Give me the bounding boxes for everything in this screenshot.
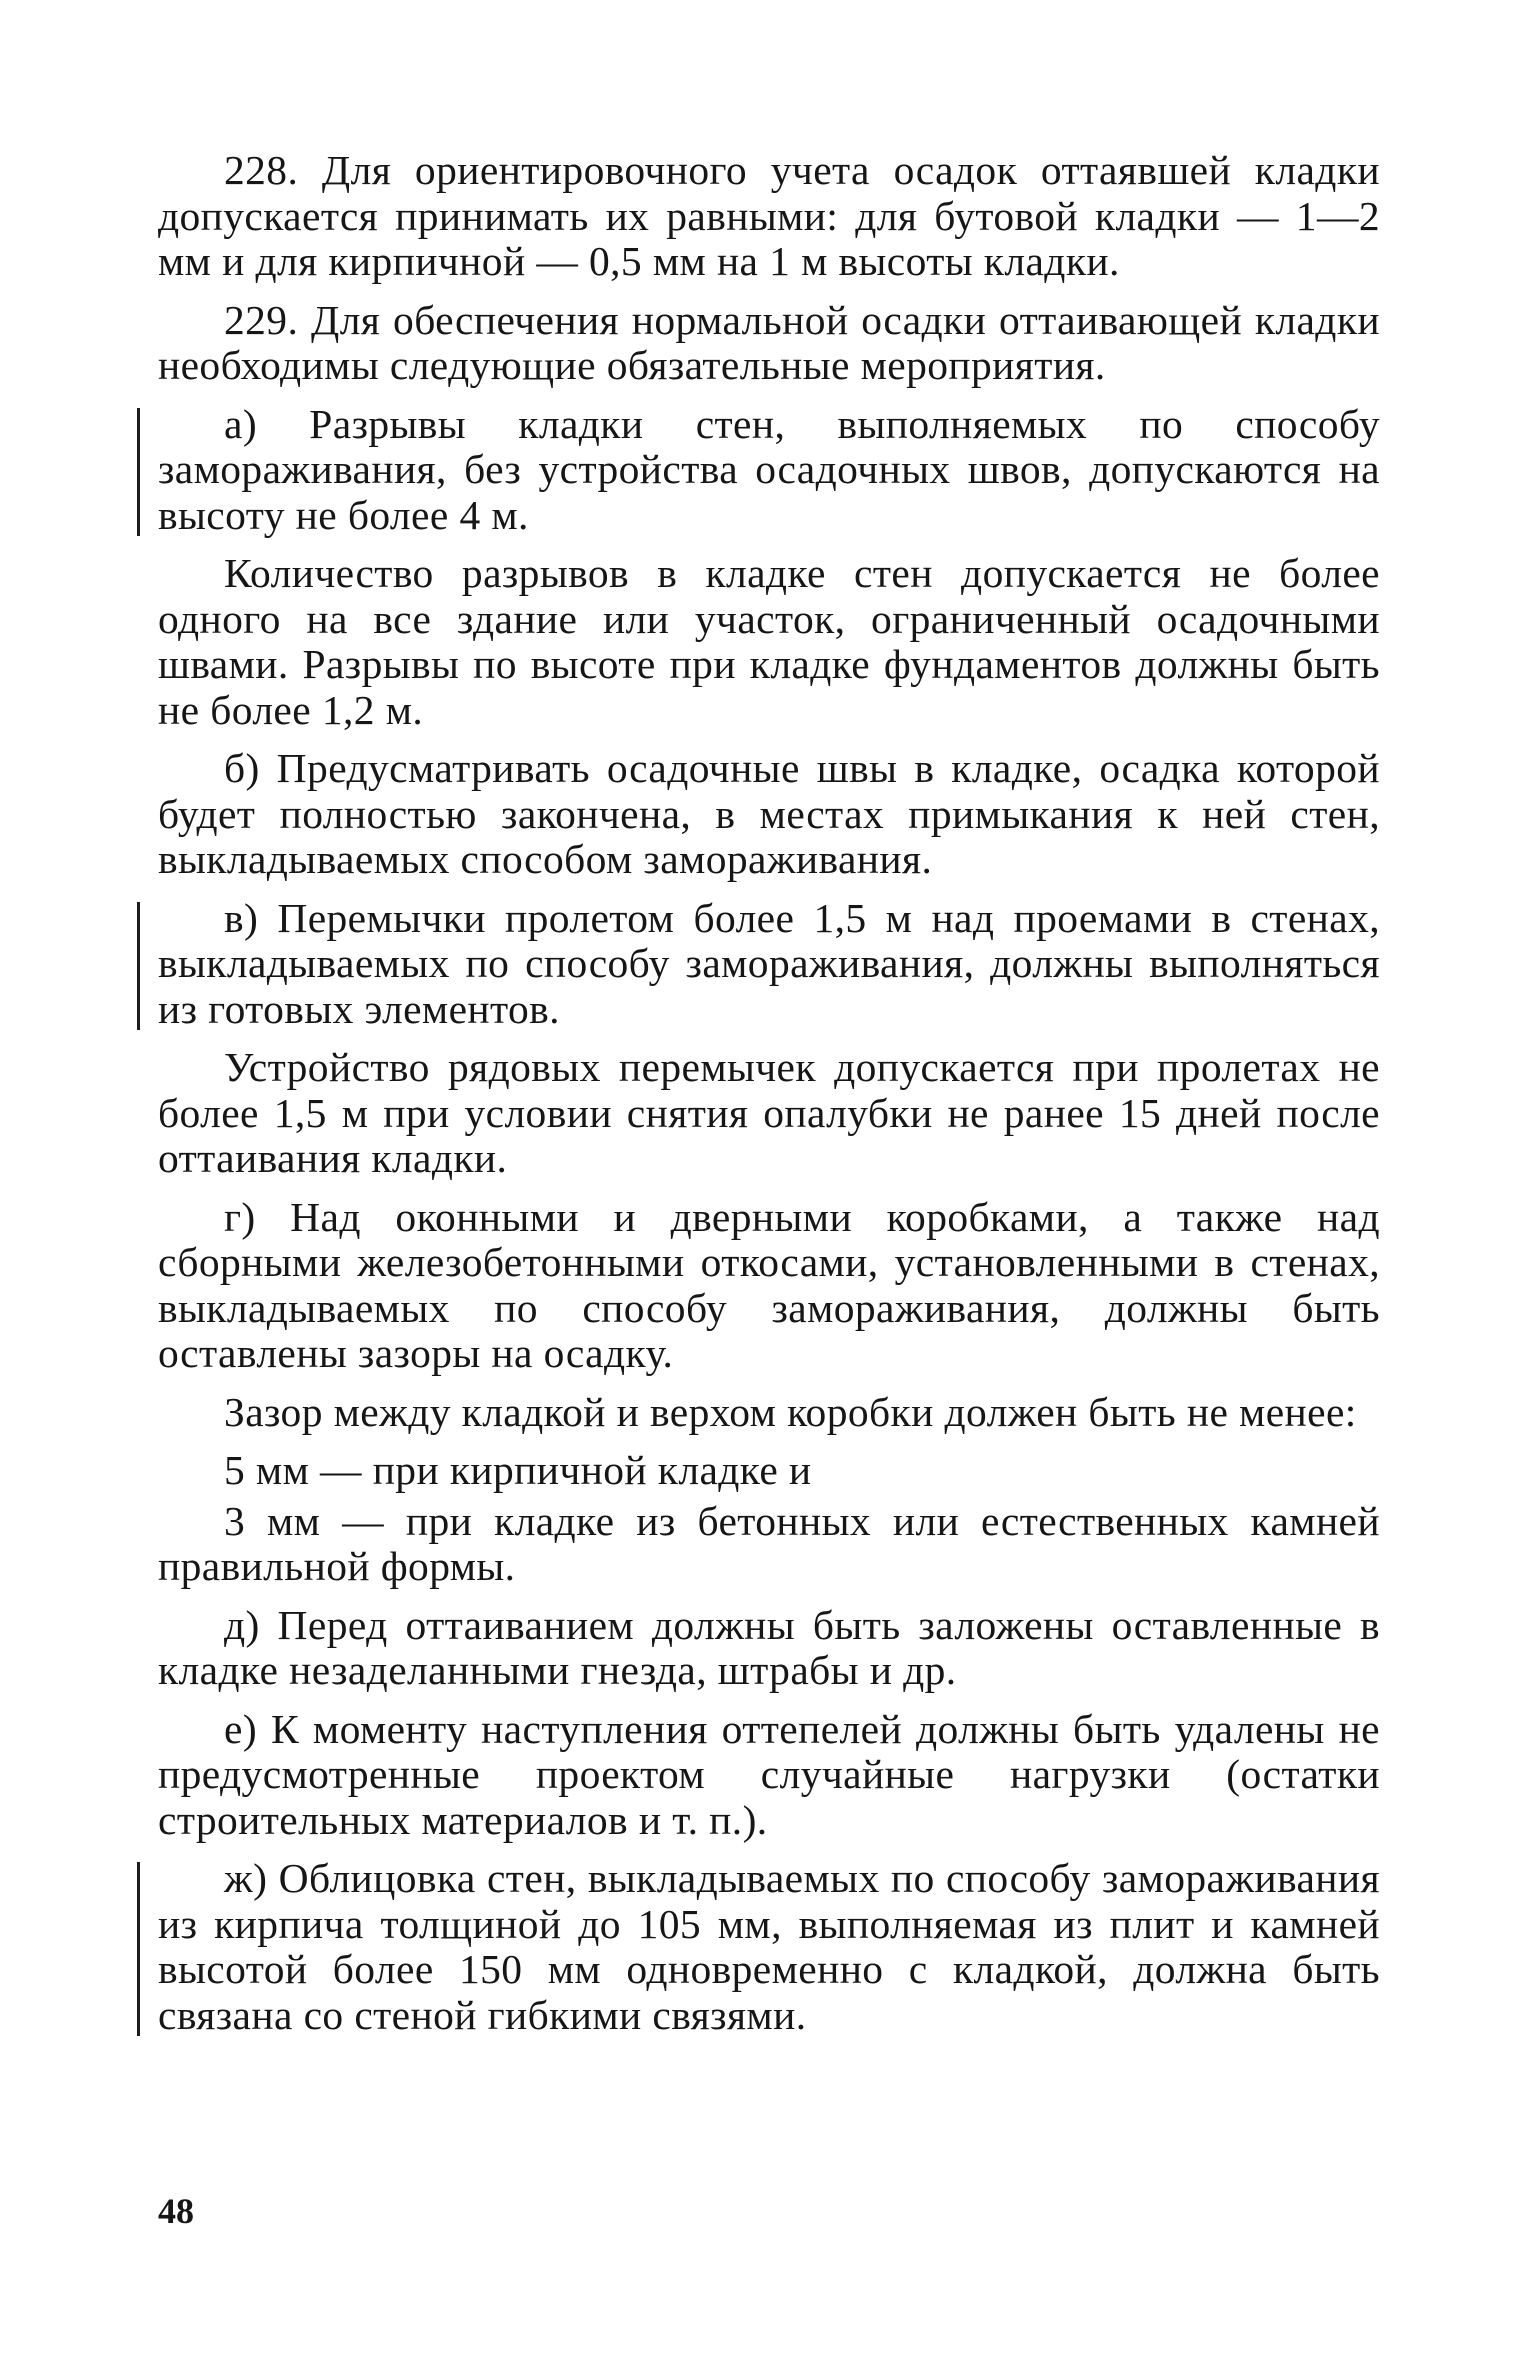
paragraph-item-v-note: Устройство рядовых перемычек допускается при пролетах не более 1,5 м при условии снятия опалубки не ранее 15 дней после оттаивания кладки. <box>158 1044 1380 1181</box>
paragraph-229: 229. Для обеспечения нормальной осадки оттаивающей кладки необходимы следующие обязательные мероприятия. <box>158 296 1380 388</box>
page-number: 48 <box>158 2191 194 2231</box>
page-body <box>158 148 1380 2051</box>
paragraph-item-a: а) Разрывы кладки стен, выполняемых по способу замораживания, без устройства осадочных швов, допускаются на высоту не более 4 м. <box>158 400 1380 538</box>
gap-line-stone: 3 мм — при кладке из бетонных или естественных камней правильной формы. <box>158 1497 1380 1589</box>
paragraph-item-a-note: Количество разрывов в кладке стен допускается не более одного на все здание или участок, ограниченный осадочными швами. Разрывы по высоте при кладке фундаментов должны быть не более 1,2 м. <box>158 550 1380 733</box>
paragraph-item-zh: ж) Облицовка стен, выкладываемых по способу замораживания из кирпича толщиной до 105 мм, выполняемая из плит и камней высотой более 150 мм одновременно с кладкой, должна быть связана со стеной гибкими связями. <box>158 1855 1380 2038</box>
paragraph-item-g: г) Над оконными и дверными коробками, а также над сборными железобетонными откосами, установленными в стенах, выкладываемых по способу замораживания, должны быть оставлены зазоры на осадку. <box>158 1193 1380 1376</box>
paragraph-item-b: б) Предусматривать осадочные швы в кладке, осадка которой будет полностью закончена, в местах примыкания к ней стен, выкладываемых способом замораживания. <box>158 745 1380 882</box>
paragraph-item-g-note: Зазор между кладкой и верхом коробки должен быть не менее: <box>224 1388 1357 1435</box>
paragraph-228: 228. Для ориентировочного учета осадок оттаявшей кладки допускается принимать их равными: для бутовой кладки — 1—2 мм и для кирпичной — 0,5 мм на 1 м высоты кладки. <box>158 147 1380 284</box>
gap-line-brick: 5 мм — при кирпичной кладке и <box>224 1447 812 1493</box>
paragraph-item-v: в) Перемычки пролетом более 1,5 м над проемами в стенах, выкладываемых по способу замораживания, должны выполняться из готовых элементов. <box>158 894 1380 1032</box>
paragraph-item-d: д) Перед оттаиванием должны быть заложены оставленные в кладке незаделанными гнезда, штрабы и др. <box>158 1601 1380 1693</box>
paragraph-item-e: е) К моменту наступления оттепелей должны быть удалены не предусмотренные проектом случайные нагрузки (остатки строительных материалов и т. п.). <box>158 1705 1380 1843</box>
